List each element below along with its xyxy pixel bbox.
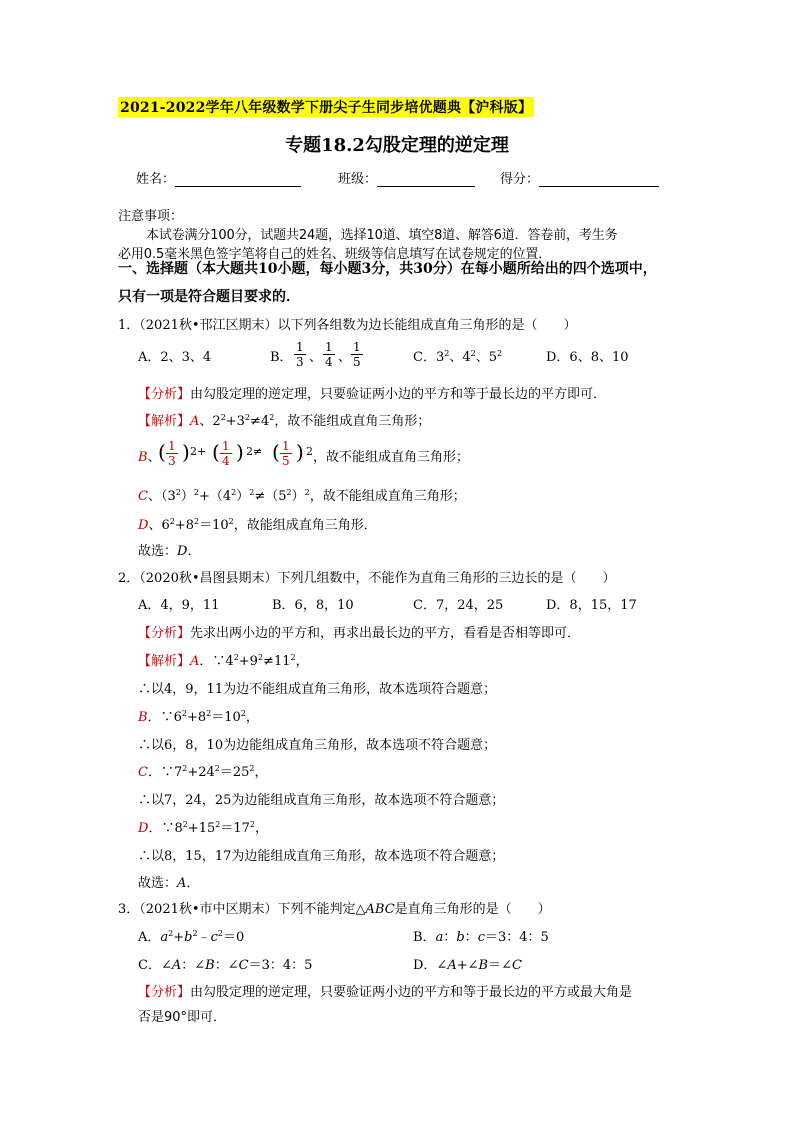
q3-stem: 3．（2021秋•市中区期末）下列不能判定△ABC是直角三角形的是（ ） bbox=[118, 902, 551, 917]
q3-option-a: A．$a^2+b^2﹣c^2=0$ bbox=[138, 929, 245, 945]
q1-option-c: C．$3^2$、$4^2$、$5^2$ bbox=[413, 349, 503, 365]
q1-stem: 1．（2021秋•邗江区期末）以下列各组数为边长能组成直角三角形的是（ ） bbox=[118, 318, 577, 333]
q1-answer: 故选：D． bbox=[138, 544, 201, 559]
q3-option-d: D．∠A+∠B＝∠C bbox=[413, 958, 522, 973]
name-field bbox=[136, 168, 301, 187]
section-heading-line-1: 一、选择题（本大题共10小题，每小题3分，共30分）在每小题所给出的四个选项中， bbox=[118, 261, 657, 277]
q2-option-b: B．6，8，10 bbox=[272, 598, 354, 613]
q1-solution-a: 【解析】A、$2^2+3^2\ne 4^2$，故不能组成直角三角形； bbox=[138, 413, 431, 429]
class-blank bbox=[377, 172, 475, 187]
q2-option-d: D．8，15，17 bbox=[546, 598, 637, 613]
q1-solution-b-fraction-3: $\frac{1}{5}$ bbox=[282, 439, 290, 468]
q1-analysis: 【分析】由勾股定理的逆定理，只要验证两小边的平方和等于最长边的平方即可． bbox=[138, 387, 607, 402]
q3-option-c: C．∠A：∠B：∠C＝3：4：5 bbox=[138, 958, 313, 973]
name-label: 姓名： bbox=[136, 172, 176, 187]
score-blank bbox=[539, 172, 659, 187]
notice-heading: 注意事项： bbox=[118, 209, 184, 224]
q2-stem: 2．（2020秋•昌图县期末）下列几组数中，不能作为直角三角形的三边长的是（ ） bbox=[118, 571, 616, 586]
q1-option-b-fraction-2: $\frac{1}{4}$ bbox=[325, 340, 333, 369]
q2-conclusion-c: ∴以7，24，25为边能组成直角三角形，故本选项不符合题意； bbox=[138, 793, 505, 808]
name-blank bbox=[175, 172, 301, 187]
q2-answer: 故选：A． bbox=[138, 876, 200, 891]
section-heading-line-2: 只有一项是符合题目要求的． bbox=[118, 289, 300, 305]
class-field bbox=[338, 168, 475, 187]
q3-analysis: 【分析】由勾股定理的逆定理，只要验证两小边的平方和等于最长边的平方或最大角是 bbox=[138, 985, 633, 1000]
q2-solution-b: B．$\because 6^2+8^2=10^2$， bbox=[138, 709, 259, 725]
score-label: 得分： bbox=[500, 172, 540, 187]
q2-analysis: 【分析】先求出两小边的平方和，再求出最长边的平方，看看是否相等即可． bbox=[138, 626, 581, 641]
q3-option-b: B．a：b：c＝3：4：5 bbox=[413, 930, 549, 945]
q1-solution-b-fraction-2: $\frac{1}{4}$ bbox=[222, 439, 230, 468]
q1-solution-b-label: B、 bbox=[138, 450, 161, 465]
q2-solution-d: D．$\because 8^2+15^2=17^2$， bbox=[138, 820, 268, 836]
q1-solution-d: D、$6^2+8^2=10^2$，故能组成直角三角形． bbox=[138, 517, 377, 533]
q2-conclusion-a: ∴以4，9，11为边不能组成直角三角形，故本选项符合题意； bbox=[138, 682, 497, 697]
notice-line-2: 必用0.5毫米黑色签字笔将自己的姓名、班级等信息填写在试卷规定的位置． bbox=[118, 247, 552, 262]
q2-option-a: A．4，9，11 bbox=[138, 598, 220, 613]
q1-option-a: A．2、3、4 bbox=[138, 350, 212, 365]
class-label: 班级： bbox=[338, 172, 378, 187]
q1-solution-c: C、$(3^2)^2+(4^2)^2\ne(5^2)^2$，故不能组成直角三角形； bbox=[138, 488, 466, 504]
notice-line-1: 本试卷满分100分，试题共24题，选择10道、填空8道、解答6道．答卷前，考生务 bbox=[146, 228, 618, 243]
q3-analysis-line-2: 否是90°即可． bbox=[138, 1010, 227, 1025]
q1-option-b-label: B． bbox=[270, 350, 293, 365]
q1-option-d: D．6、8、10 bbox=[546, 350, 629, 365]
q1-option-b-fraction-3: $\frac{1}{5}$ bbox=[353, 340, 361, 369]
q2-conclusion-b: ∴以6，8，10为边能组成直角三角形，故本选项不符合题意； bbox=[138, 738, 497, 753]
q2-option-c: C．7，24，25 bbox=[413, 598, 504, 613]
page-title: 专题18.2勾股定理的逆定理 bbox=[285, 135, 509, 156]
q2-solution-a: 【解析】A．$\because 4^2+9^2\ne 11^2$， bbox=[138, 653, 309, 669]
q2-solution-c: C．$\because 7^2+24^2=25^2$， bbox=[138, 764, 268, 780]
q1-solution-b-fraction-1: $\frac{1}{3}$ bbox=[168, 439, 176, 468]
header-banner: 2021-2022学年八年级数学下册尖子生同步培优题典【沪科版】 bbox=[118, 97, 534, 117]
score-field bbox=[500, 168, 659, 187]
q2-conclusion-d: ∴以8，15，17为边能组成直角三角形，故本选项不符合题意； bbox=[138, 849, 505, 864]
q1-option-b-fraction-1: $\frac{1}{3}$ bbox=[296, 340, 304, 369]
